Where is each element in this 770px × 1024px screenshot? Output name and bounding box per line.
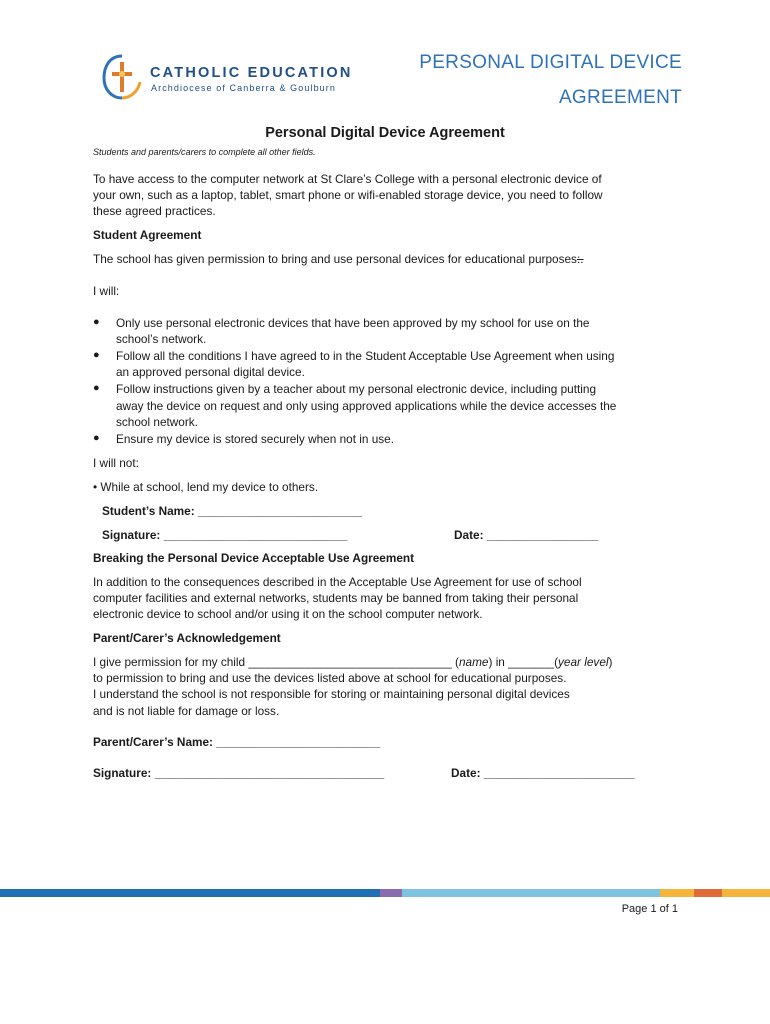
permission-text: The school has given permission to bring and use personal devices for educational purposes xyxy=(93,252,577,266)
student-name-field[interactable]: Student’s Name: _________________________ xyxy=(102,504,362,518)
list-item: Only use personal electronic devices that have been approved by my school for use on the xyxy=(116,316,590,330)
footer-bar-segment xyxy=(660,889,694,897)
list-item: away the device on request and only using approved applications while the device accesses the xyxy=(116,399,617,413)
i-will-not-label: I will not: xyxy=(93,456,139,470)
logo-subtitle: Archdiocese of Canberra & Goulburn xyxy=(151,83,336,93)
parent-permission-line[interactable] xyxy=(93,654,612,671)
parent-name-field[interactable]: Parent/Carer’s Name: _________________________ xyxy=(93,735,381,749)
parent-text-line: I understand the school is not responsible for storing or maintaining personal digital devices xyxy=(93,687,570,701)
parent-permission-text-3: ) xyxy=(608,655,613,669)
page-number: Page 1 of 1 xyxy=(621,903,678,915)
name-hint: name xyxy=(458,655,489,669)
footer-color-bar xyxy=(0,889,770,897)
year-level-hint: year level xyxy=(558,655,609,669)
list-item: an approved personal digital device. xyxy=(116,365,305,379)
permission-statement xyxy=(93,251,584,268)
bullet-icon: ● xyxy=(93,432,100,444)
document-label-line-1: PERSONAL DIGITAL DEVICE xyxy=(419,52,682,73)
intro-line: these agreed practices. xyxy=(93,204,216,218)
bullet-icon: ● xyxy=(93,349,100,361)
instruction-text: Students and parents/carers to complete all other fields. xyxy=(93,147,316,157)
footer-bar-segment xyxy=(722,889,770,897)
list-item: school’s network. xyxy=(116,332,207,346)
breaking-text-line: electronic device to school and/or using it on the school computer network. xyxy=(93,607,483,621)
list-item: school network. xyxy=(116,415,198,429)
parent-text-line: and is not liable for damage or loss. xyxy=(93,704,280,718)
breaking-text-line: computer facilities and external networks, students may be banned from taking their personal xyxy=(93,591,579,605)
student-agreement-heading: Student Agreement xyxy=(93,228,202,242)
parent-permission-text-2: ) in _______( xyxy=(488,655,559,669)
intro-line: To have access to the computer network at St Clare’s College with a personal electronic device of xyxy=(93,172,602,186)
catholic-education-emblem-icon xyxy=(100,52,144,102)
breaking-text-line: In addition to the consequences described in the Acceptable Use Agreement for use of school xyxy=(93,575,582,589)
page-title: Personal Digital Device Agreement xyxy=(265,125,505,141)
will-not-item: • While at school, lend my device to others. xyxy=(93,480,319,494)
logo-title: CATHOLIC EDUCATION xyxy=(150,65,353,81)
parent-acknowledgement-heading: Parent/Carer’s Acknowledgement xyxy=(93,631,281,645)
i-will-label: I will: xyxy=(93,284,120,298)
student-signature-field[interactable]: Signature: ____________________________ xyxy=(102,528,348,542)
parent-date-field[interactable]: Date: _______________________ xyxy=(451,766,635,780)
list-item: Follow all the conditions I have agreed to in the Student Acceptable Use Agreement when using xyxy=(116,349,615,363)
footer-bar-segment xyxy=(0,889,380,897)
document-label-line-2: AGREEMENT xyxy=(558,87,682,108)
parent-text-line: to permission to bring and use the devices listed above at school for educational purposes. xyxy=(93,671,567,685)
list-item: Follow instructions given by a teacher about my personal electronic device, including putting xyxy=(116,382,597,396)
intro-line: your own, such as a laptop, tablet, smart phone or wifi-enabled storage device, you need to follow xyxy=(93,188,603,202)
bullet-icon: ● xyxy=(93,382,100,394)
parent-permission-text: I give permission for my child _______________________________ ( xyxy=(93,655,459,669)
footer-bar-segment xyxy=(380,889,402,897)
catholic-education-logo xyxy=(100,52,370,102)
bullet-icon: ● xyxy=(93,316,100,328)
breaking-agreement-heading: Breaking the Personal Device Acceptable Use Agreement xyxy=(93,551,415,565)
student-date-field[interactable]: Date: _________________ xyxy=(454,528,599,542)
footer-bar-segment xyxy=(694,889,722,897)
footer-bar-segment xyxy=(402,889,660,897)
list-item: Ensure my device is stored securely when not in use. xyxy=(116,432,395,446)
struck-punctuation: :. xyxy=(576,252,584,266)
parent-signature-field[interactable]: Signature: ___________________________________ xyxy=(93,766,385,780)
